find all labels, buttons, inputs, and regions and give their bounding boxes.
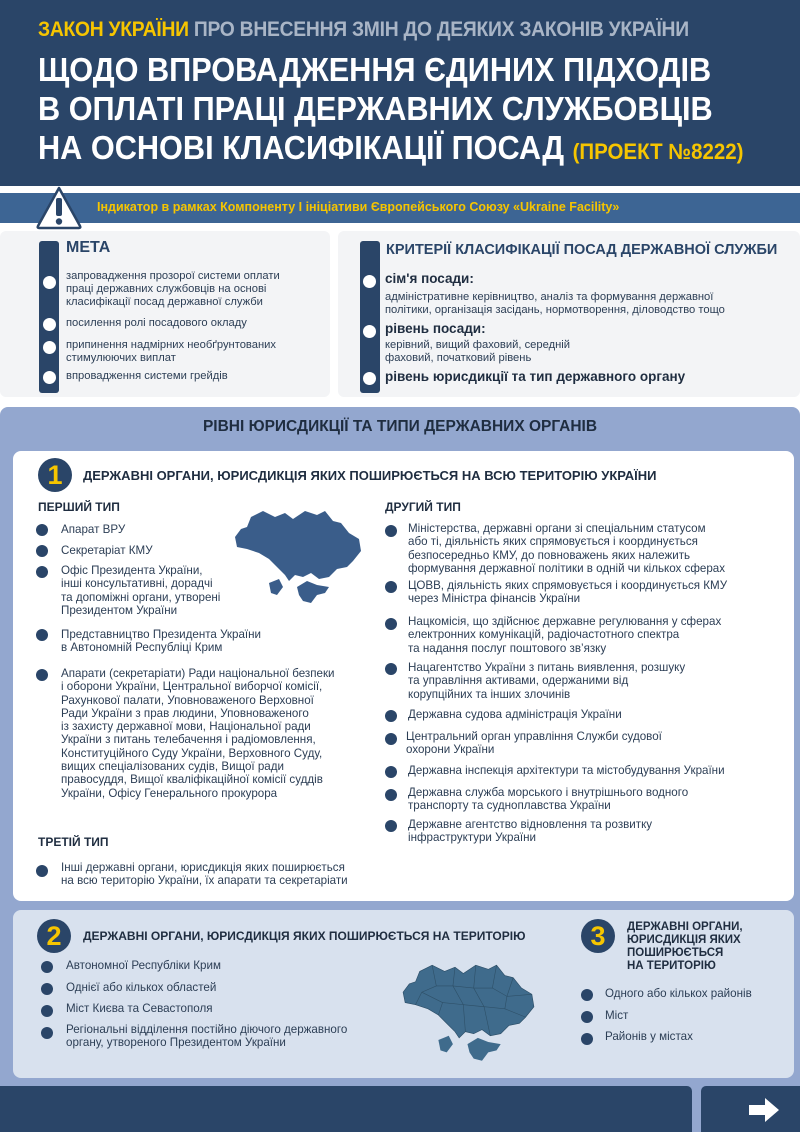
bullet-icon xyxy=(36,566,48,578)
goal-item-1-line: праці державних службовців на основі xyxy=(66,283,267,295)
type2-item xyxy=(406,730,662,757)
bullet-icon xyxy=(36,545,48,557)
type3-item-line: Інші державні органи, юрисдикція яких поширюється xyxy=(61,861,345,874)
bullet-icon xyxy=(385,525,397,537)
type2-item-line: через Міністра фінансів України xyxy=(408,592,581,606)
bullet-icon xyxy=(36,865,48,877)
type2-item-line: Державне агентство відновлення та розвитку xyxy=(408,818,653,831)
level2-item: Однієї або кількох областей xyxy=(66,981,217,994)
type1-item-line: Представництво Президента України xyxy=(61,628,261,641)
type2-item: Державна інспекція архітектури та містобудування України xyxy=(408,764,725,777)
bullet-icon xyxy=(41,1005,53,1017)
criteria-level-desc xyxy=(385,339,570,365)
level3-heading-line: ПОШИРЮЄТЬСЯ xyxy=(627,947,724,959)
arrow-right-icon xyxy=(747,1096,781,1124)
criteria-level-line: фаховий, початковий рівень xyxy=(385,352,532,364)
bullet-icon xyxy=(385,766,397,778)
level1-number-badge: 1 xyxy=(38,458,72,492)
bullet-icon xyxy=(41,983,53,995)
criteria-bullet-icon xyxy=(363,275,376,288)
bullet-icon xyxy=(36,524,48,536)
type2-item-line: та надання послуг поштового зв’язку xyxy=(408,641,607,655)
bullet-icon xyxy=(385,710,397,722)
law-subtitle: ПРО ВНЕСЕННЯ ЗМІН ДО ДЕЯКИХ ЗАКОНІВ УКРАЇНИ xyxy=(193,18,689,41)
type1-heading: ПЕРШИЙ ТИП xyxy=(38,500,120,514)
bullet-icon xyxy=(385,618,397,630)
title-line-2: В ОПЛАТІ ПРАЦІ ДЕРЖАВНИХ СЛУЖБОВЦІВ xyxy=(38,90,713,127)
next-page-button[interactable] xyxy=(701,1086,800,1132)
type2-item-line: формування державної політики в одній чи кількох сферах xyxy=(408,561,726,575)
criteria-bullet-icon xyxy=(363,325,376,338)
level3-heading-line: ДЕРЖАВНІ ОРГАНИ, xyxy=(627,921,743,933)
type2-item-line: Державна служба морського і внутрішнього водного xyxy=(408,786,689,799)
type2-item-line: корупційних та інших злочинів xyxy=(408,687,571,701)
bullet-icon xyxy=(385,820,397,832)
level3-number-badge: 3 xyxy=(581,919,615,953)
level2-item: Автономної Республіки Крим xyxy=(66,959,221,972)
bullet-icon xyxy=(581,1011,593,1023)
project-number: (ПРОЕКТ №8222) xyxy=(572,139,744,164)
ukraine-regions-map-icon xyxy=(401,960,536,1068)
type2-item-line: Нацкомісія, що здійснює державне регулювання у сферах xyxy=(408,615,722,628)
type2-item-line: безпосередньо КМУ, до повноважень яких належить xyxy=(408,548,691,562)
law-label: ЗАКОН УКРАЇНИ xyxy=(38,18,189,41)
levels-title: РІВНІ ЮРИСДИКЦІЇ ТА ТИПИ ДЕРЖАВНИХ ОРГАНІВ xyxy=(202,418,598,435)
type2-item-line: транспорту та судноплавства України xyxy=(408,799,611,813)
bullet-icon xyxy=(385,733,397,745)
ukraine-map-icon xyxy=(233,507,363,609)
goal-card xyxy=(0,231,330,397)
criteria-timeline-bar xyxy=(360,241,380,393)
criteria-family-line: адміністративне керівництво, аналіз та формування державної xyxy=(385,291,714,303)
type1-item-line: України з питань телебачення і радіомовлення, xyxy=(61,733,316,747)
type2-item xyxy=(408,786,688,813)
level1-panel xyxy=(13,451,794,901)
criteria-jurisdiction-label: рівень юрисдикції та тип державного органу xyxy=(385,369,686,384)
type2-heading: ДРУГИЙ ТИП xyxy=(385,500,461,514)
type1-item-line: із захисту державної мови, Національної ради xyxy=(61,720,311,734)
level3-item: Міст xyxy=(605,1009,629,1022)
type1-item-line: і оборони України, Центральної виборчої комісії, xyxy=(61,680,323,694)
criteria-level-label: рівень посади: xyxy=(385,321,486,336)
criteria-level-line: керівний, вищий фаховий, середній xyxy=(385,339,571,351)
title-line-3-text: НА ОСНОВІ КЛАСИФІКАЦІЇ ПОСАД xyxy=(38,129,565,166)
type1-item-line: України, Офісу Генерального прокурора xyxy=(61,786,278,800)
bullet-icon xyxy=(41,961,53,973)
type1-item-line: вищих спеціалізованих судів, Вищої ради xyxy=(61,760,284,774)
type3-item xyxy=(61,861,348,888)
goal-item-1-line: запровадження прозорої системи оплати xyxy=(66,270,280,282)
level2-item: Міст Києва та Севастополя xyxy=(66,1002,213,1015)
type1-item-line: Президентом України xyxy=(61,603,178,617)
header xyxy=(0,0,800,186)
type2-item xyxy=(408,522,725,575)
level3-heading-line: ЮРИСДИКЦІЯ ЯКИХ xyxy=(627,934,741,946)
goal-item-3 xyxy=(66,339,276,365)
type2-item-line: або ті, діяльність яких спрямовується і координується xyxy=(408,535,698,549)
criteria-bullet-icon xyxy=(363,372,376,385)
type1-item-line: Офіс Президента України, xyxy=(61,564,203,577)
title-line-3 xyxy=(38,128,747,171)
type1-item-line: Апарати (секретаріати) Ради національної безпеки xyxy=(61,667,335,680)
law-subtitle-line xyxy=(38,18,739,42)
type1-item: Секретаріат КМУ xyxy=(61,544,153,557)
level2-number-badge: 2 xyxy=(37,919,71,953)
criteria-family-line: політики, організація засідань, нормотворення, діловодство тощо xyxy=(385,304,725,316)
type1-item xyxy=(61,564,220,617)
goal-item-3-line: стимулюючих виплат xyxy=(66,352,176,364)
type1-item-line: правосуддя, Вищої кваліфікаційної комісії суддів xyxy=(61,773,323,787)
goal-bullet-icon xyxy=(43,276,56,289)
criteria-family-label: сім'я посади: xyxy=(385,271,474,286)
level2-3-panel xyxy=(13,910,794,1078)
goal-bullet-icon xyxy=(43,341,56,354)
indicator-text: Індикатор в рамках Компоненту І ініціативи Європейського Союзу «Ukraine Facility» xyxy=(97,200,620,214)
bullet-icon xyxy=(41,1027,53,1039)
type1-item-line: та допоміжні органи, утворені xyxy=(61,590,221,604)
goal-item-3-line: припинення надмірних необґрунтованих xyxy=(66,339,276,351)
footer-bar xyxy=(0,1086,692,1132)
criteria-card xyxy=(338,231,800,397)
criteria-family-desc xyxy=(385,291,725,317)
type1-item-line: Конституційного Суду України, Верховного Суду, xyxy=(61,746,323,760)
goal-title: МЕТА xyxy=(66,239,111,256)
goal-item-4: впровадження системи грейдів xyxy=(66,370,228,382)
title-line-1: ЩОДО ВПРОВАДЖЕННЯ ЄДИНИХ ПІДХОДІВ xyxy=(38,51,712,88)
type2-item-line: ЦОВВ, діяльність яких спрямовується і координується КМУ xyxy=(408,579,728,592)
level2-heading: ДЕРЖАВНІ ОРГАНИ, ЮРИСДИКЦІЯ ЯКИХ ПОШИРЮЄТЬСЯ НА ТЕРИТОРІЮ xyxy=(83,929,526,943)
bullet-icon xyxy=(581,1033,593,1045)
level2-item xyxy=(66,1023,347,1050)
type2-item-line: інфраструктури України xyxy=(408,831,537,845)
type2-item xyxy=(408,818,652,845)
type1-item-line: в Автономній Республіці Крим xyxy=(61,641,223,655)
type1-item: Апарат ВРУ xyxy=(61,523,126,536)
level2-item-line: Регіональні відділення постійно діючого державного xyxy=(66,1023,348,1036)
level3-heading xyxy=(627,921,743,973)
level1-heading: ДЕРЖАВНІ ОРГАНИ, ЮРИСДИКЦІЯ ЯКИХ ПОШИРЮЄТЬСЯ НА ВСЮ ТЕРИТОРІЮ УКРАЇНИ xyxy=(83,468,657,483)
type1-item xyxy=(61,628,261,655)
warning-icon xyxy=(36,186,82,230)
type3-item-line: на всю територію України, їх апарати та секретаріати xyxy=(61,874,348,888)
goal-bullet-icon xyxy=(43,318,56,331)
criteria-title: КРИТЕРІЇ КЛАСИФІКАЦІЇ ПОСАД ДЕРЖАВНОЇ СЛУЖБИ xyxy=(386,242,778,258)
type2-item xyxy=(408,579,727,606)
type3-heading: ТРЕТІЙ ТИП xyxy=(38,835,109,849)
type1-item-line: інші консультативні, дорадчі xyxy=(61,577,213,591)
type2-item-line: електронних комунікацій, радіочастотного спектра xyxy=(408,628,680,642)
type2-item-line: Міністерства, державні органи зі спеціальним статусом xyxy=(408,522,706,535)
bullet-icon xyxy=(385,663,397,675)
bullet-icon xyxy=(581,989,593,1001)
bullet-icon xyxy=(36,629,48,641)
goal-item-2: посилення ролі посадового окладу xyxy=(66,317,247,329)
type1-item-line: Рахункової палати, Уповноваженого Верховної xyxy=(61,693,314,707)
bullet-icon xyxy=(36,669,48,681)
type2-item-line: Центральний орган управління Служби судової xyxy=(406,730,662,743)
type2-item-line: та управління активами, одержаними від xyxy=(408,674,629,688)
type2-item-line: Нацагентство України з питань виявлення, розшуку xyxy=(408,661,686,674)
bullet-icon xyxy=(385,581,397,593)
bullet-icon xyxy=(385,789,397,801)
goal-item-1 xyxy=(66,270,280,309)
level3-heading-line: НА ТЕРИТОРІЮ xyxy=(627,960,716,972)
type1-item-line: Ради України з прав людини, Уповноваженого xyxy=(61,706,309,720)
goal-item-1-line: класифікації посад державної служби xyxy=(66,296,263,308)
type2-item-line: охорони України xyxy=(406,743,495,757)
level2-item-line: органу, утвореного Президентом України xyxy=(66,1036,286,1050)
level3-item: Районів у містах xyxy=(605,1030,693,1043)
level3-item: Одного або кількох районів xyxy=(605,987,752,1000)
indicator-banner xyxy=(0,193,800,223)
type1-item xyxy=(61,667,335,800)
type2-item xyxy=(408,661,685,701)
type2-item xyxy=(408,615,721,655)
goal-bullet-icon xyxy=(43,371,56,384)
type2-item: Державна судова адміністрація України xyxy=(408,708,622,721)
